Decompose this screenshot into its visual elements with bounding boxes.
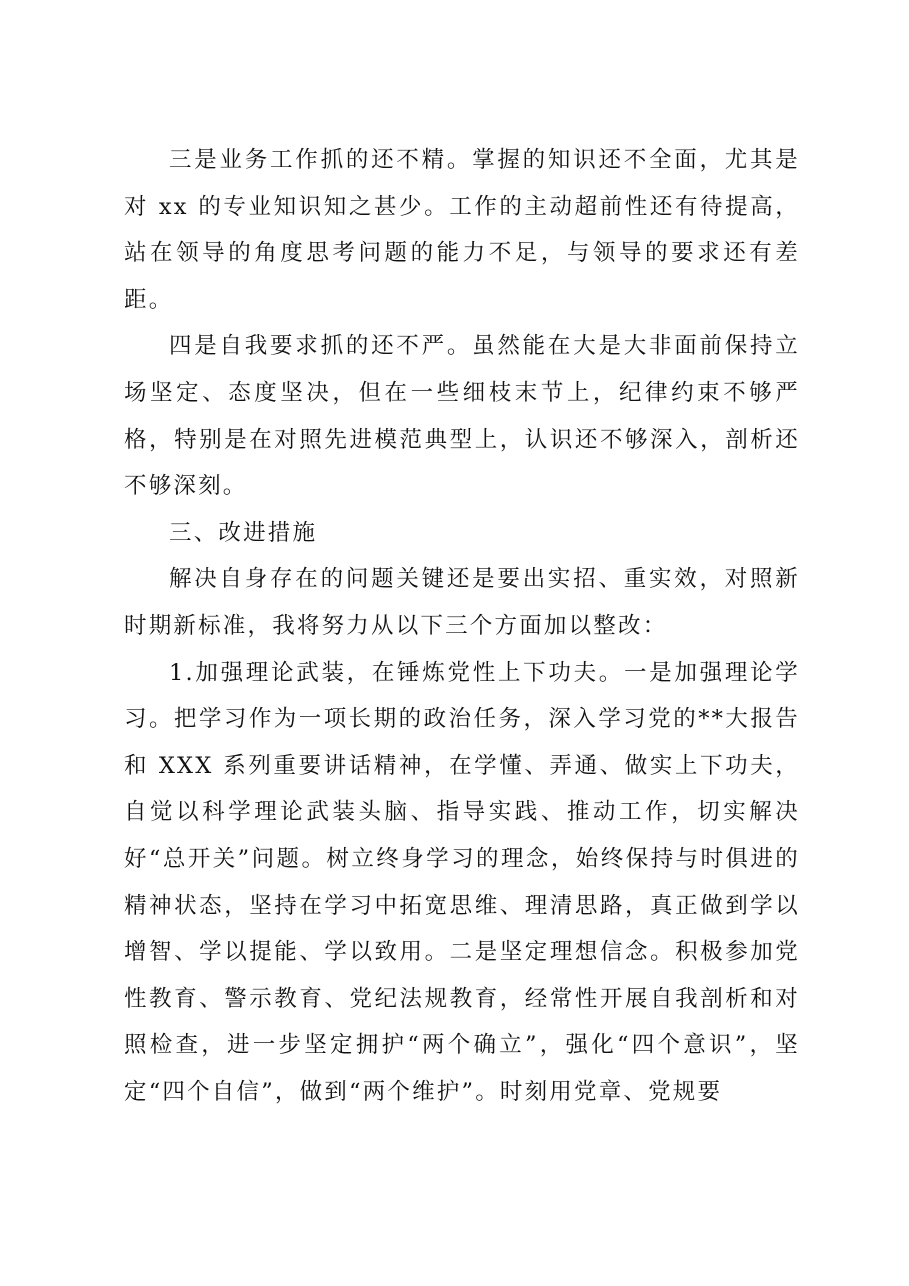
paragraph-self-discipline: 四是自我要求抓的还不严。虽然能在大是大非面前保持立场坚定、态度坚决，但在一些细枝末节上，纪律约束不够严格，特别是在对照先进模范典型上，认识还不够深入，剖析还不够深刻。 xyxy=(124,333,800,500)
paragraph-solution-intro: 解决自身存在的问题关键还是要出实招、重实效，对照新时期新标准，我将努力从以下三个方面加以整改： xyxy=(124,566,800,639)
paragraph-theory-armament: 1.加强理论武装，在锤炼党性上下功夫。一是加强理论学习。把学习作为一项长期的政治任务，深入学习党的**大报告和 XXX 系列重要讲话精神，在学懂、弄通、做实上下功夫，自觉以科学理论武装头脑、指导实践、推动工作，切实解决好“总开关”问题。树立终身学习的理念，始终保持与时俱进的精神状态，坚持在学习中拓宽思维、理清思路，真正做到学以增智、学以提能、学以致用。二是坚定理想信念。积极参加党性教育、警示教育、党纪法规教育，经常性开展自我剖析和对照检查，进一步坚定拥护“两个确立”，强化“四个意识”，坚定“四个自信”，做到“两个维护”。时刻用党章、党规要 xyxy=(124,659,800,1105)
section-heading-improvement-measures: 三、改进措施 xyxy=(169,519,318,546)
document-body xyxy=(124,137,800,1115)
paragraph-business-work: 三是业务工作抓的还不精。掌握的知识还不全面，尤其是对 xx 的专业知识知之甚少。工作的主动超前性还有待提高，站在领导的角度思考问题的能力不足，与领导的要求还有差距。 xyxy=(124,147,800,313)
